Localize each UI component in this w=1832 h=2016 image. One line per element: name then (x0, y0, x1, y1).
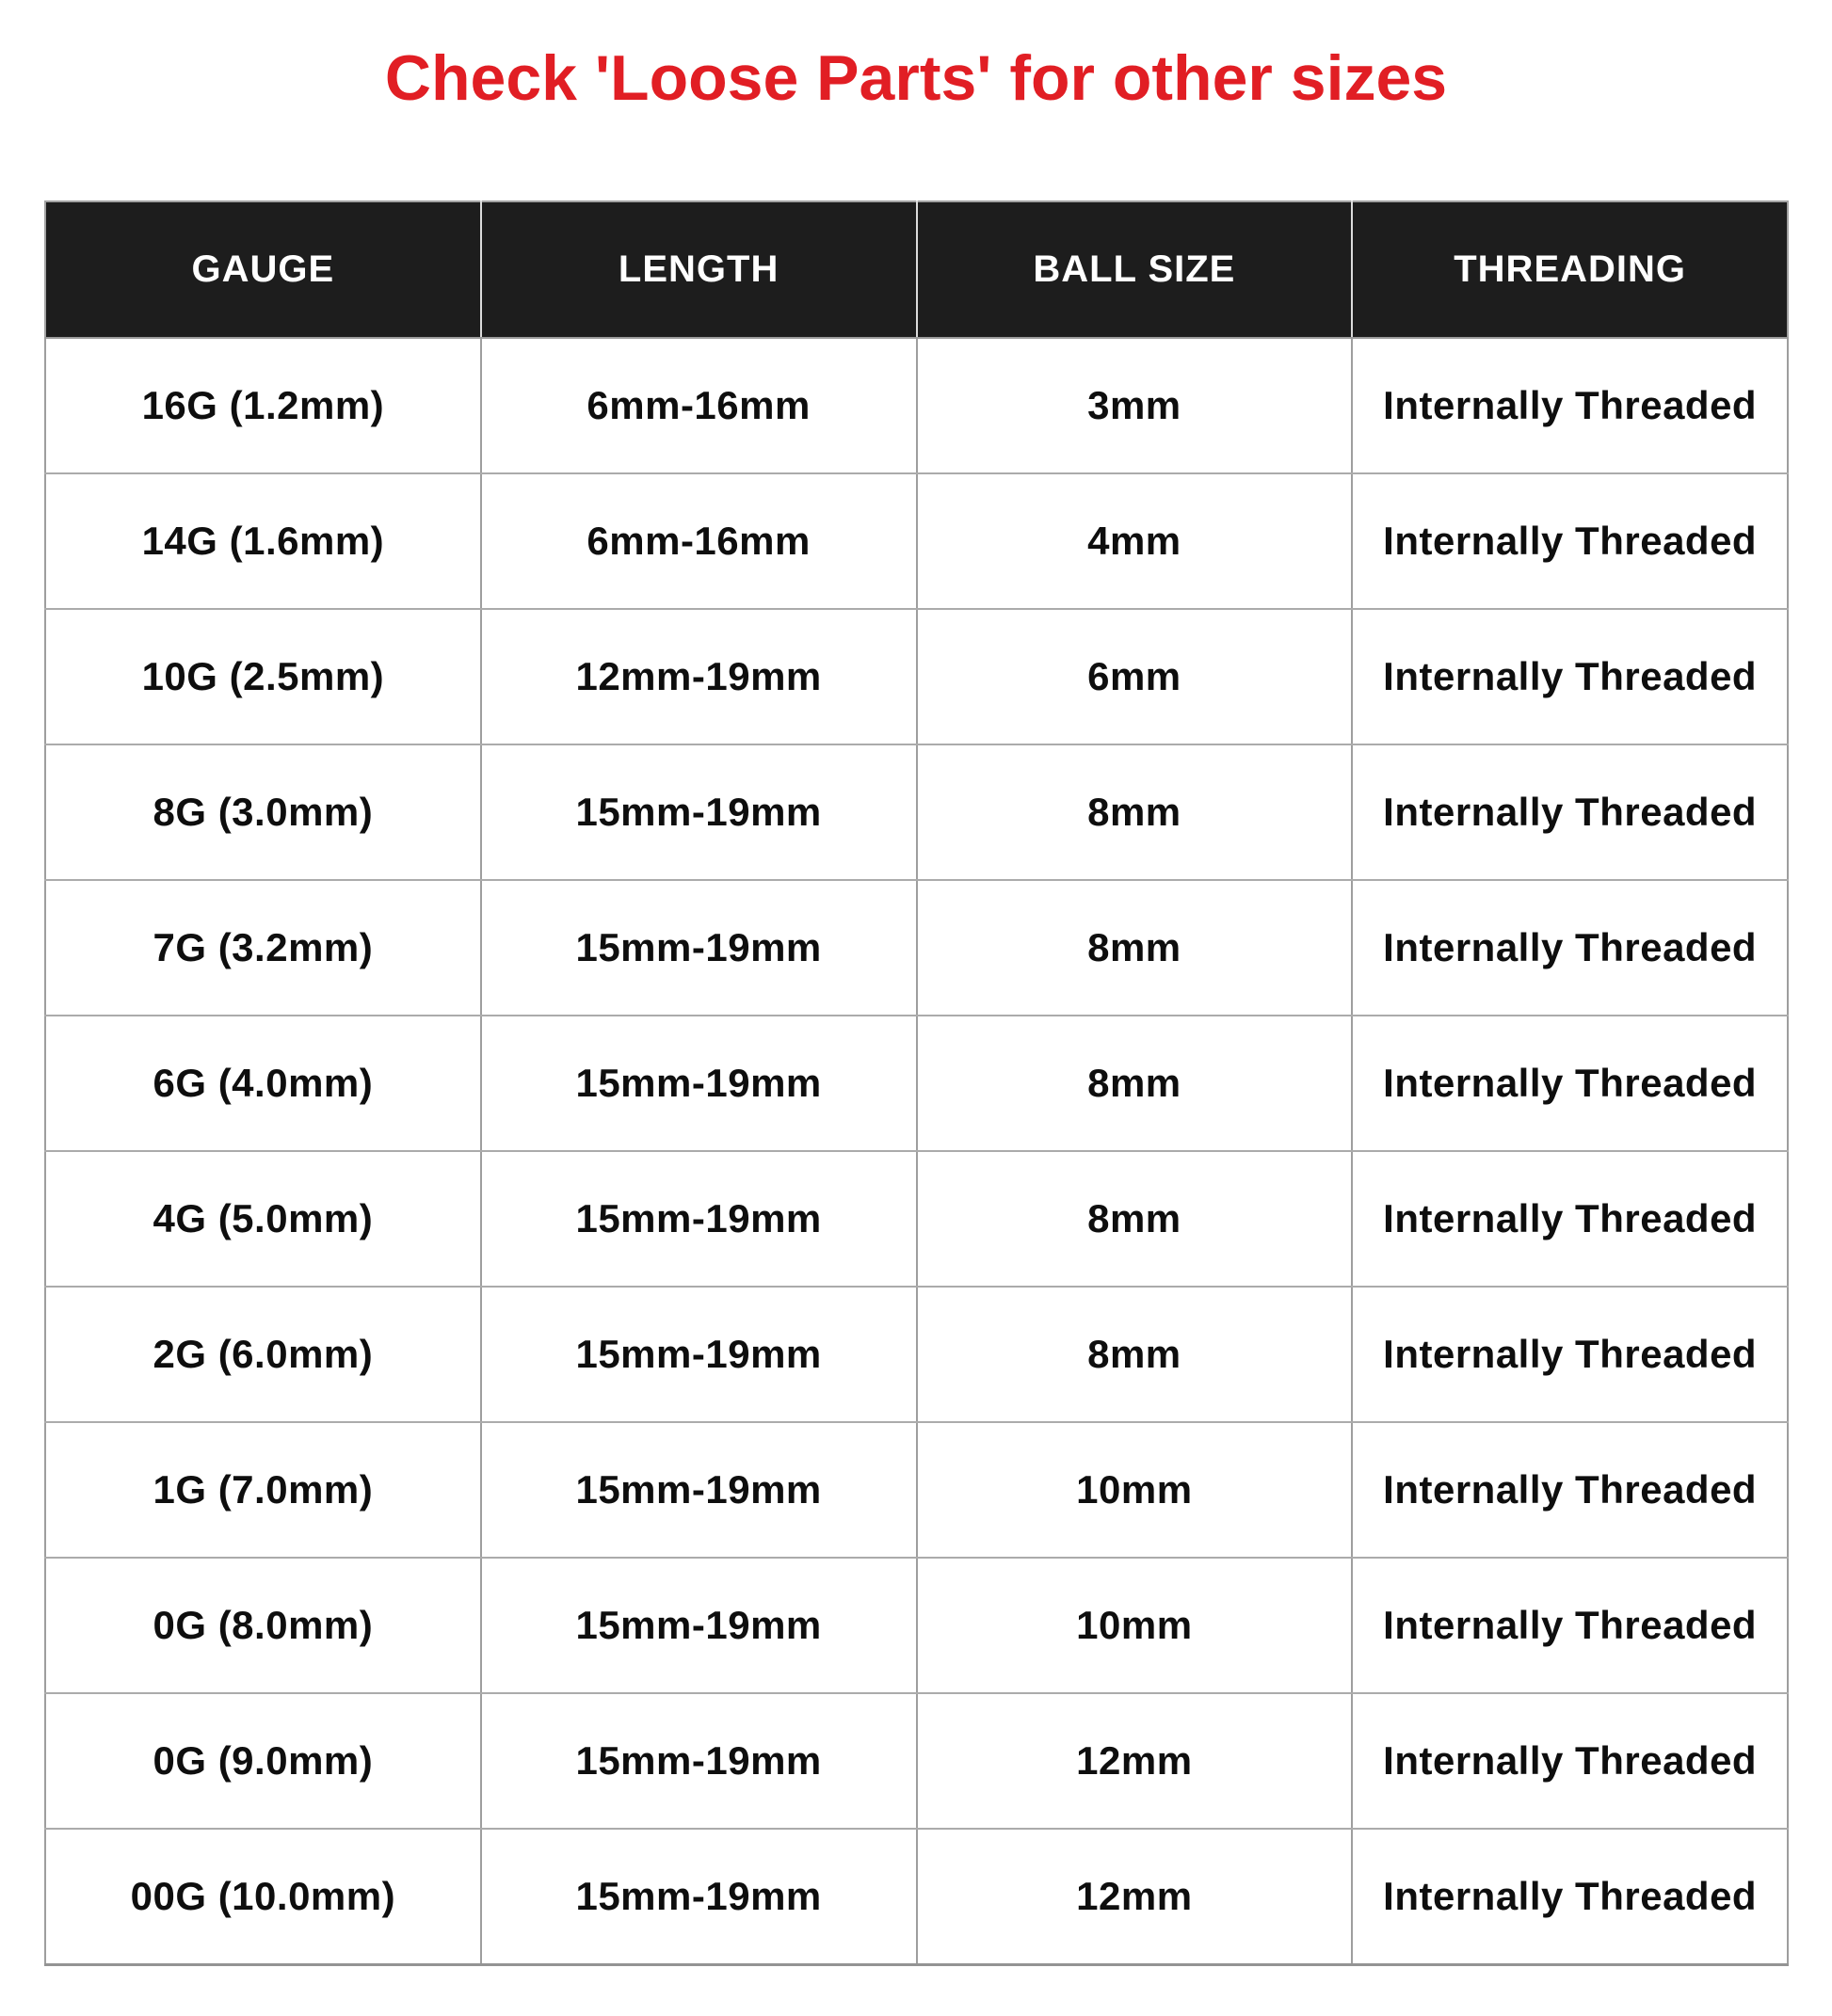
ball-size-cell: 10mm (917, 1422, 1353, 1558)
gauge-cell: 0G (9.0mm) (45, 1693, 481, 1829)
length-cell: 12mm-19mm (481, 609, 917, 744)
ball-size-cell: 4mm (917, 473, 1353, 609)
gauge-cell: 1G (7.0mm) (45, 1422, 481, 1558)
table-row (45, 1151, 1788, 1287)
length-cell: 15mm-19mm (481, 880, 917, 1016)
ball-size-cell: 8mm (917, 744, 1353, 880)
gauge-cell: 8G (3.0mm) (45, 744, 481, 880)
column-header-threading: THREADING (1352, 201, 1788, 338)
threading-cell: Internally Threaded (1352, 1829, 1788, 1965)
gauge-cell: 16G (1.2mm) (45, 338, 481, 473)
length-cell: 6mm-16mm (481, 473, 917, 609)
table-header-row (45, 201, 1788, 338)
column-header-length: LENGTH (481, 201, 917, 338)
length-cell: 6mm-16mm (481, 338, 917, 473)
gauge-cell: 0G (8.0mm) (45, 1558, 481, 1693)
ball-size-cell: 8mm (917, 1151, 1353, 1287)
threading-cell: Internally Threaded (1352, 609, 1788, 744)
size-chart-table (44, 200, 1789, 1966)
table-row (45, 1693, 1788, 1829)
table-row (45, 744, 1788, 880)
length-cell: 15mm-19mm (481, 1287, 917, 1422)
threading-cell: Internally Threaded (1352, 1151, 1788, 1287)
ball-size-cell: 8mm (917, 1016, 1353, 1151)
table-row (45, 609, 1788, 744)
table-row (45, 338, 1788, 473)
table-row (45, 1829, 1788, 1965)
table-row (45, 880, 1788, 1016)
ball-size-cell: 8mm (917, 880, 1353, 1016)
length-cell: 15mm-19mm (481, 1151, 917, 1287)
ball-size-cell: 12mm (917, 1829, 1353, 1965)
column-header-ball-size: BALL SIZE (917, 201, 1353, 338)
length-cell: 15mm-19mm (481, 744, 917, 880)
ball-size-cell: 10mm (917, 1558, 1353, 1693)
ball-size-cell: 3mm (917, 338, 1353, 473)
gauge-cell: 7G (3.2mm) (45, 880, 481, 1016)
threading-cell: Internally Threaded (1352, 1693, 1788, 1829)
page-title: Check 'Loose Parts' for other sizes (384, 42, 1448, 114)
gauge-cell: 4G (5.0mm) (45, 1151, 481, 1287)
threading-cell: Internally Threaded (1352, 880, 1788, 1016)
length-cell: 15mm-19mm (481, 1422, 917, 1558)
table-row (45, 1558, 1788, 1693)
gauge-cell: 6G (4.0mm) (45, 1016, 481, 1151)
gauge-cell: 10G (2.5mm) (45, 609, 481, 744)
ball-size-cell: 6mm (917, 609, 1353, 744)
length-cell: 15mm-19mm (481, 1016, 917, 1151)
table-row (45, 1016, 1788, 1151)
gauge-cell: 00G (10.0mm) (45, 1829, 481, 1965)
threading-cell: Internally Threaded (1352, 1422, 1788, 1558)
gauge-cell: 14G (1.6mm) (45, 473, 481, 609)
threading-cell: Internally Threaded (1352, 744, 1788, 880)
threading-cell: Internally Threaded (1352, 1287, 1788, 1422)
threading-cell: Internally Threaded (1352, 338, 1788, 473)
length-cell: 15mm-19mm (481, 1829, 917, 1965)
threading-cell: Internally Threaded (1352, 1558, 1788, 1693)
ball-size-cell: 12mm (917, 1693, 1353, 1829)
gauge-cell: 2G (6.0mm) (45, 1287, 481, 1422)
length-cell: 15mm-19mm (481, 1558, 917, 1693)
table-row (45, 1422, 1788, 1558)
threading-cell: Internally Threaded (1352, 1016, 1788, 1151)
column-header-gauge: GAUGE (45, 201, 481, 338)
threading-cell: Internally Threaded (1352, 473, 1788, 609)
table-row (45, 1287, 1788, 1422)
length-cell: 15mm-19mm (481, 1693, 917, 1829)
ball-size-cell: 8mm (917, 1287, 1353, 1422)
table-row (45, 473, 1788, 609)
